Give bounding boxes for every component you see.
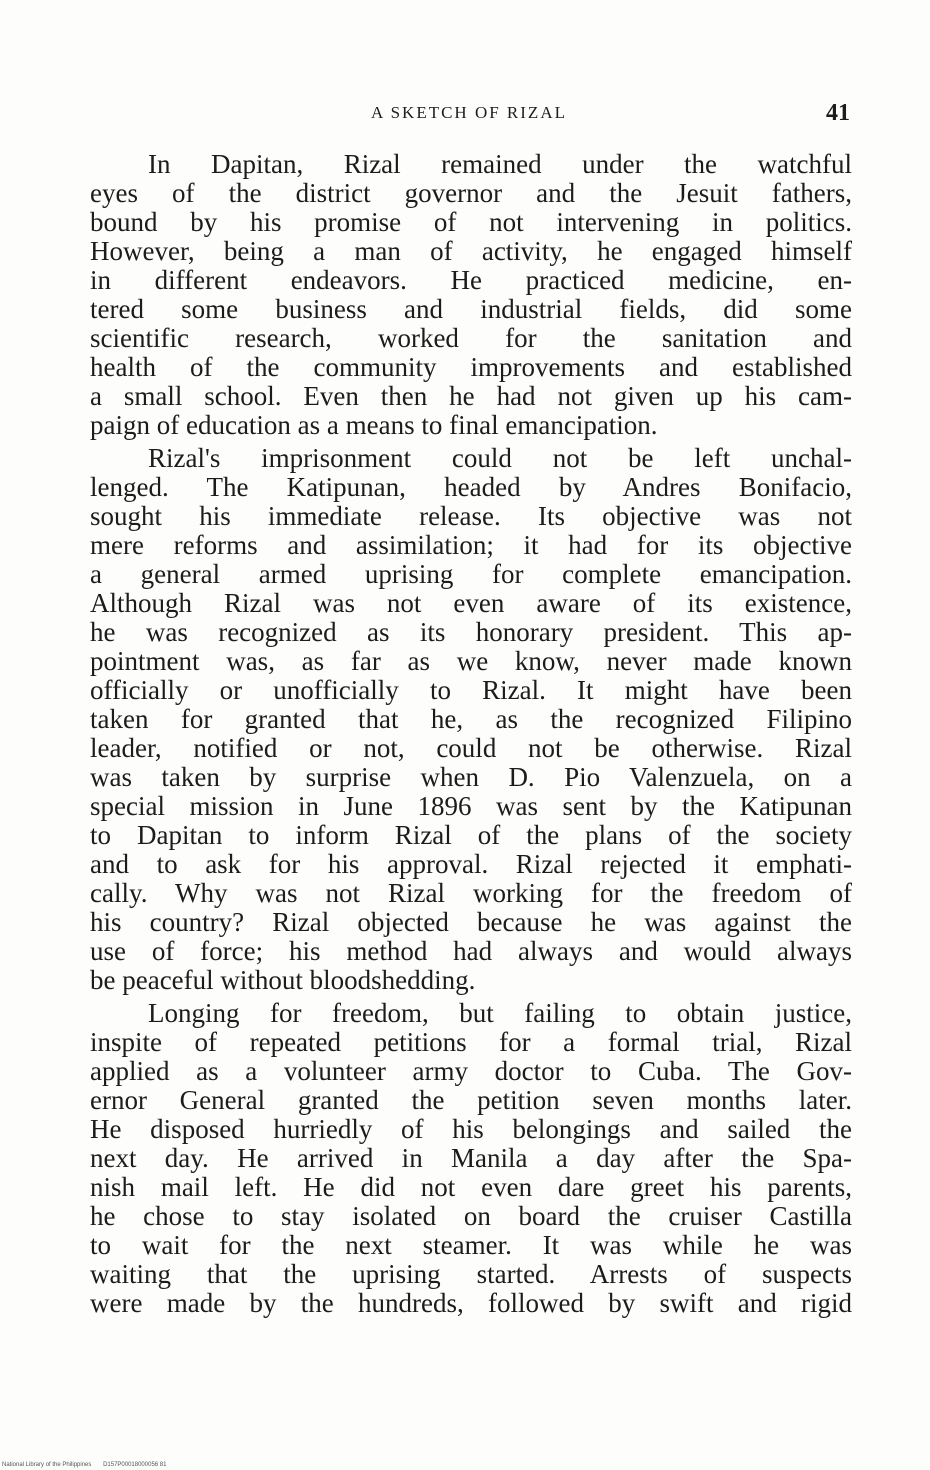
text-line: be peaceful without bloodshedding.: [90, 965, 476, 995]
text-line: tered some business and industrial fields, did some: [90, 294, 852, 324]
text-line: paign of education as a means to final emancipation.: [90, 410, 658, 440]
text-line: Rizal's imprisonment could not be left unchal-: [148, 443, 852, 473]
text-line: In Dapitan, Rizal remained under the watchful: [148, 149, 852, 179]
text-line: bound by his promise of not intervening in politics.: [90, 207, 852, 237]
text-line: scientific research, worked for the sanitation and: [90, 323, 852, 353]
text-line: his country? Rizal objected because he was against the: [90, 907, 852, 937]
text-line: waiting that the uprising started. Arrests of suspects: [90, 1259, 852, 1289]
paragraph-3: [90, 999, 852, 1318]
scan-code: D157P00018000056 81: [103, 1462, 167, 1468]
running-header: [88, 98, 850, 128]
text-line: he chose to stay isolated on board the cruiser Castilla: [90, 1201, 852, 1231]
page-number: 41: [826, 100, 850, 126]
text-line: eyes of the district governor and the Jesuit fathers,: [90, 178, 852, 208]
text-line: to Dapitan to inform Rizal of the plans of the society: [90, 820, 852, 850]
text-line: next day. He arrived in Manila a day after the Spa-: [90, 1143, 852, 1173]
text-line: in different endeavors. He practiced medicine, en-: [90, 265, 852, 295]
text-line: However, being a man of activity, he engaged himself: [90, 236, 852, 266]
text-line: and to ask for his approval. Rizal rejected it emphati-: [90, 849, 852, 879]
text-line: officially or unofficially to Rizal. It might have been: [90, 675, 852, 705]
text-line: he was recognized as its honorary president. This ap-: [90, 617, 852, 647]
text-line: pointment was, as far as we know, never made known: [90, 646, 852, 676]
text-line: use of force; his method had always and would always: [90, 936, 852, 966]
body-text: [90, 150, 852, 1318]
text-line: a general armed uprising for complete emancipation.: [90, 559, 852, 589]
text-line: special mission in June 1896 was sent by the Katipunan: [90, 791, 852, 821]
scan-footer: [2, 1462, 166, 1468]
running-title: A SKETCH OF RIZAL: [371, 103, 567, 122]
text-line: was taken by surprise when D. Pio Valenzuela, on a: [90, 762, 852, 792]
text-line: Although Rizal was not even aware of its existence,: [90, 588, 852, 618]
text-line: cally. Why was not Rizal working for the freedom of: [90, 878, 852, 908]
text-line: ernor General granted the petition seven months later.: [90, 1085, 852, 1115]
paragraph-1: [90, 150, 852, 440]
text-line: a small school. Even then he had not given up his cam-: [90, 381, 852, 411]
text-line: He disposed hurriedly of his belongings and sailed the: [90, 1114, 852, 1144]
text-line: leader, notified or not, could not be otherwise. Rizal: [90, 733, 852, 763]
text-line: nish mail left. He did not even dare greet his parents,: [90, 1172, 852, 1202]
text-line: sought his immediate release. Its objective was not: [90, 501, 852, 531]
text-line: were made by the hundreds, followed by swift and rigid: [90, 1288, 852, 1318]
text-line: Longing for freedom, but failing to obtain justice,: [148, 998, 852, 1028]
paragraph-2: [90, 444, 852, 995]
text-line: mere reforms and assimilation; it had for its objective: [90, 530, 852, 560]
text-line: lenged. The Katipunan, headed by Andres Bonifacio,: [90, 472, 852, 502]
library-credit: National Library of the Philippines: [2, 1462, 92, 1468]
text-line: taken for granted that he, as the recognized Filipino: [90, 704, 852, 734]
text-line: to wait for the next steamer. It was while he was: [90, 1230, 852, 1260]
text-line: inspite of repeated petitions for a formal trial, Rizal: [90, 1027, 852, 1057]
text-line: health of the community improvements and established: [90, 352, 852, 382]
text-line: applied as a volunteer army doctor to Cuba. The Gov-: [90, 1056, 852, 1086]
